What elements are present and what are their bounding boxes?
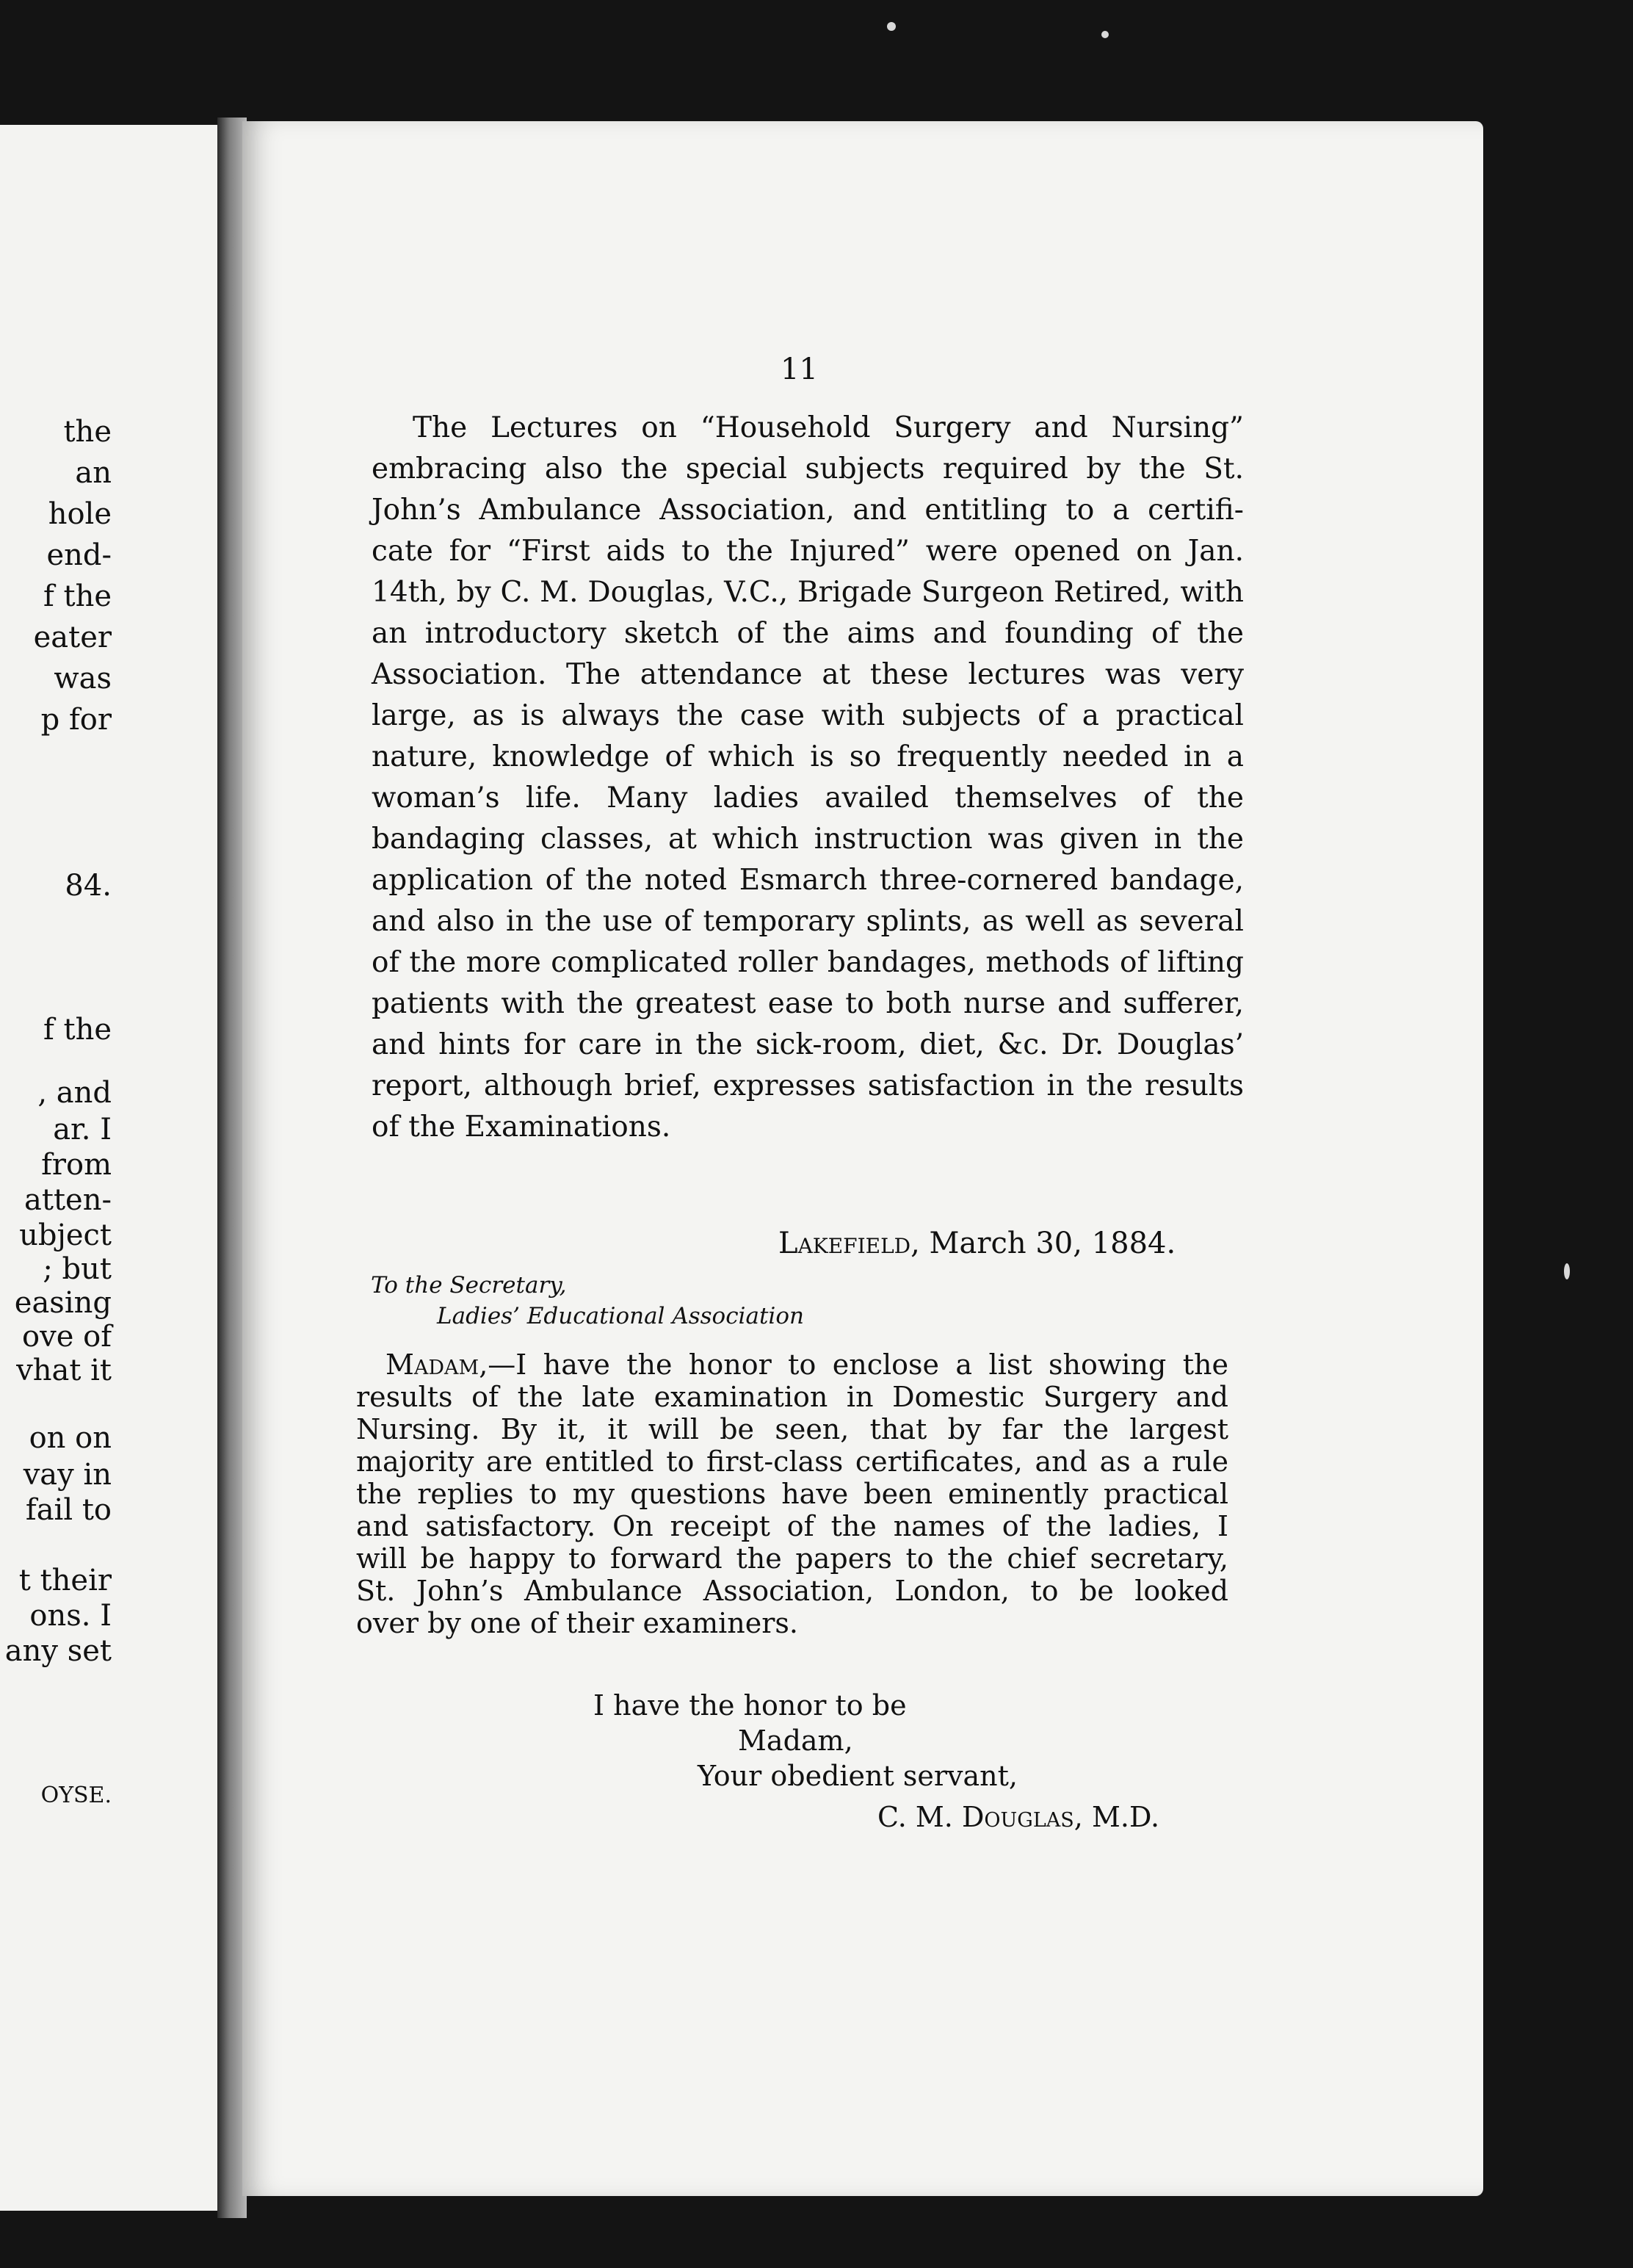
left-fragment: eater — [33, 621, 112, 654]
left-fragment: end- — [46, 538, 112, 572]
left-fragment: ove of — [22, 1320, 112, 1354]
letter-line-text: ,—I have the honor to enclose a list showing the — [479, 1348, 1228, 1381]
dateline-place: Lakefield — [778, 1227, 911, 1260]
left-fragment: f the — [43, 579, 112, 613]
left-fragment: p for — [40, 703, 112, 737]
left-fragment: on on — [29, 1421, 112, 1455]
left-fragment: f the — [43, 1013, 112, 1047]
left-fragment: was — [54, 662, 112, 696]
left-fragment: ar. I — [53, 1113, 112, 1146]
letter-line: and satisfactory. On receipt of the names of the ladies, I — [356, 1510, 1228, 1542]
left-fragment: ubject — [19, 1218, 112, 1252]
paragraph-line: The Lectures on “Household Surgery and Nursing” — [413, 411, 1244, 444]
letter-line — [356, 1348, 1228, 1381]
page-number: 11 — [781, 353, 818, 386]
paragraph-line: an introductory sketch of the aims and founding of the — [372, 617, 1244, 650]
letter-line: St. John’s Ambulance Association, London, to be looked — [356, 1575, 1228, 1607]
dust-speck — [887, 22, 896, 31]
report-paragraph — [372, 408, 1244, 1148]
left-fragment: atten- — [24, 1183, 112, 1217]
letter-body — [356, 1348, 1228, 1639]
closing-line: Madam, — [738, 1725, 853, 1757]
letter-salutation: Madam — [385, 1348, 479, 1381]
left-fragment: from — [41, 1148, 112, 1182]
left-fragment: vhat it — [16, 1354, 112, 1387]
paragraph-line: of the Examinations. — [372, 1110, 671, 1144]
addressee-line: To the Secretary, — [371, 1272, 567, 1299]
left-page — [0, 125, 228, 2211]
dateline-date: , March 30, 1884. — [910, 1227, 1176, 1260]
letter-addressee — [371, 1272, 804, 1329]
signature: C. M. Douglas, M.D. — [877, 1801, 1160, 1833]
left-fragment: fail to — [25, 1493, 112, 1527]
left-fragment: the — [63, 415, 112, 449]
letter-line: will be happy to forward the papers to the chief secretary, — [356, 1542, 1228, 1575]
paragraph-line: 14th, by C. M. Douglas, V.C., Brigade Surgeon Retired, with — [372, 576, 1244, 609]
left-page-text-fragments — [0, 125, 220, 2211]
left-fragment: ons. I — [29, 1599, 112, 1633]
paragraph-line: embracing also the special subjects required by the St. — [372, 452, 1244, 485]
closing-line: Your obedient servant, — [698, 1760, 1018, 1792]
paragraph-line: cate for “First aids to the Injured” were opened on Jan. — [372, 535, 1244, 568]
left-fragment: ; but — [43, 1252, 112, 1286]
dust-speck — [1101, 31, 1109, 38]
paragraph-line: bandaging classes, at which instruction was given in the — [372, 823, 1244, 856]
left-fragment: t their — [18, 1564, 112, 1597]
letter-line: majority are entitled to first-class certificates, and as a rule — [356, 1445, 1228, 1478]
paragraph-line: of the more complicated roller bandages, methods of lifting — [372, 946, 1244, 979]
letter-dateline — [778, 1227, 1176, 1260]
paragraph-line: report, although brief, expresses satisfaction in the results — [372, 1069, 1244, 1102]
paragraph-line: large, as is always the case with subjects of a practical — [372, 699, 1244, 732]
paragraph-line: and hints for care in the sick-room, diet, &c. Dr. Douglas’ — [372, 1028, 1244, 1061]
closing-line: I have the honor to be — [593, 1689, 907, 1722]
letter-line: results of the late examination in Domestic Surgery and — [356, 1381, 1228, 1413]
letter-line: Nursing. By it, it will be seen, that by far the largest — [356, 1413, 1228, 1445]
left-fragment: OYSE. — [40, 1783, 112, 1808]
paragraph-line: Association. The attendance at these lectures was very — [372, 658, 1244, 691]
paragraph-line: and also in the use of temporary splints, as well as several — [372, 905, 1244, 938]
paragraph-line: patients with the greatest ease to both nurse and sufferer, — [372, 987, 1244, 1020]
left-fragment: vay in — [23, 1458, 112, 1492]
left-fragment: easing — [14, 1286, 112, 1320]
letter-line: over by one of their examiners. — [356, 1607, 798, 1639]
letter-line: the replies to my questions have been eminently practical — [356, 1478, 1228, 1510]
paragraph-line: John’s Ambulance Association, and entitling to a certifi- — [372, 494, 1244, 527]
paragraph-line: nature, knowledge of which is so frequently needed in a — [372, 740, 1244, 773]
left-fragment: , and — [37, 1076, 112, 1110]
dust-speck — [1564, 1263, 1570, 1279]
left-fragment: 84. — [65, 869, 112, 903]
left-fragment: hole — [48, 497, 112, 531]
paragraph-line: woman’s life. Many ladies availed themselves of the — [372, 781, 1244, 815]
paragraph-line: application of the noted Esmarch three-cornered bandage, — [372, 864, 1244, 897]
left-fragment: an — [75, 456, 112, 490]
left-fragment: any set — [4, 1634, 112, 1668]
addressee-line: Ladies’ Educational Association — [437, 1303, 804, 1329]
